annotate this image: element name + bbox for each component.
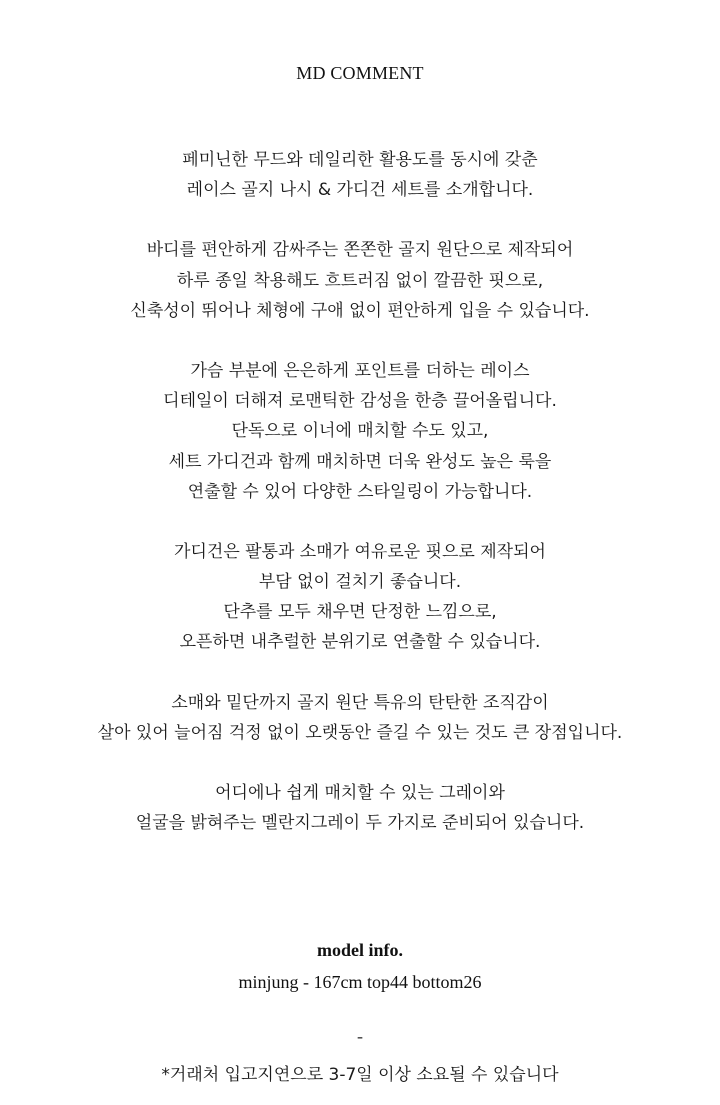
comment-line: 레이스 골지 나시 & 가디건 세트를 소개합니다. <box>186 180 534 201</box>
shipping-delay-notice: *거래처 입고지연으로 3-7일 이상 소요될 수 있습니다 <box>161 1065 559 1085</box>
comment-line: 부담 없이 걸치기 좋습니다. <box>258 572 462 593</box>
comment-paragraph <box>0 356 720 507</box>
comment-line: 연출할 수 있어 다양한 스타일링이 가능합니다. <box>187 481 533 502</box>
comment-line: 세트 가디건과 함께 매치하면 더욱 완성도 높은 룩을 <box>168 451 552 472</box>
comment-line: 바디를 편안하게 감싸주는 쫀쫀한 골지 원단으로 제작되어 <box>146 240 574 261</box>
comment-line: 살아 있어 늘어짐 걱정 없이 오랫동안 즐길 수 있는 것도 큰 장점입니다. <box>97 722 623 743</box>
comment-line: 하루 종일 착용해도 흐트러짐 없이 깔끔한 핏으로, <box>176 270 544 291</box>
comment-line: 소매와 밑단까지 골지 원단 특유의 탄탄한 조직감이 <box>171 692 549 713</box>
md-comment-heading: MD COMMENT <box>296 63 424 83</box>
comment-line: 단독으로 이너에 매치할 수도 있고, <box>231 421 489 442</box>
comment-paragraph <box>0 537 720 658</box>
md-comment-body <box>0 145 720 868</box>
comment-line: 신축성이 뛰어나 체형에 구애 없이 편안하게 입을 수 있습니다. <box>130 300 590 321</box>
comment-line: 단추를 모두 채우면 단정한 느낌으로, <box>223 602 497 623</box>
comment-line: 가슴 부분에 은은하게 포인트를 더하는 레이스 <box>190 360 530 381</box>
comment-paragraph <box>0 688 720 748</box>
section-divider: - <box>357 1026 363 1046</box>
comment-line: 가디건은 팔통과 소매가 여유로운 핏으로 제작되어 <box>174 541 546 562</box>
comment-line: 오픈하면 내추럴한 분위기로 연출할 수 있습니다. <box>179 632 541 653</box>
comment-line: 어디에나 쉽게 매치할 수 있는 그레이와 <box>215 783 505 803</box>
comment-paragraph <box>0 145 720 205</box>
comment-line: 디테일이 더해져 로맨틱한 감성을 한층 끌어올립니다. <box>163 391 557 412</box>
comment-paragraph <box>0 235 720 326</box>
model-info-title: model info. <box>316 940 403 960</box>
comment-paragraph <box>0 778 720 838</box>
comment-line: 얼굴을 밝혀주는 멜란지그레이 두 가지로 준비되어 있습니다. <box>135 813 585 834</box>
comment-line: 페미닌한 무드와 데일리한 활용도를 동시에 갖춘 <box>182 150 538 170</box>
model-info-detail: minjung - 167cm top44 bottom26 <box>238 972 482 992</box>
